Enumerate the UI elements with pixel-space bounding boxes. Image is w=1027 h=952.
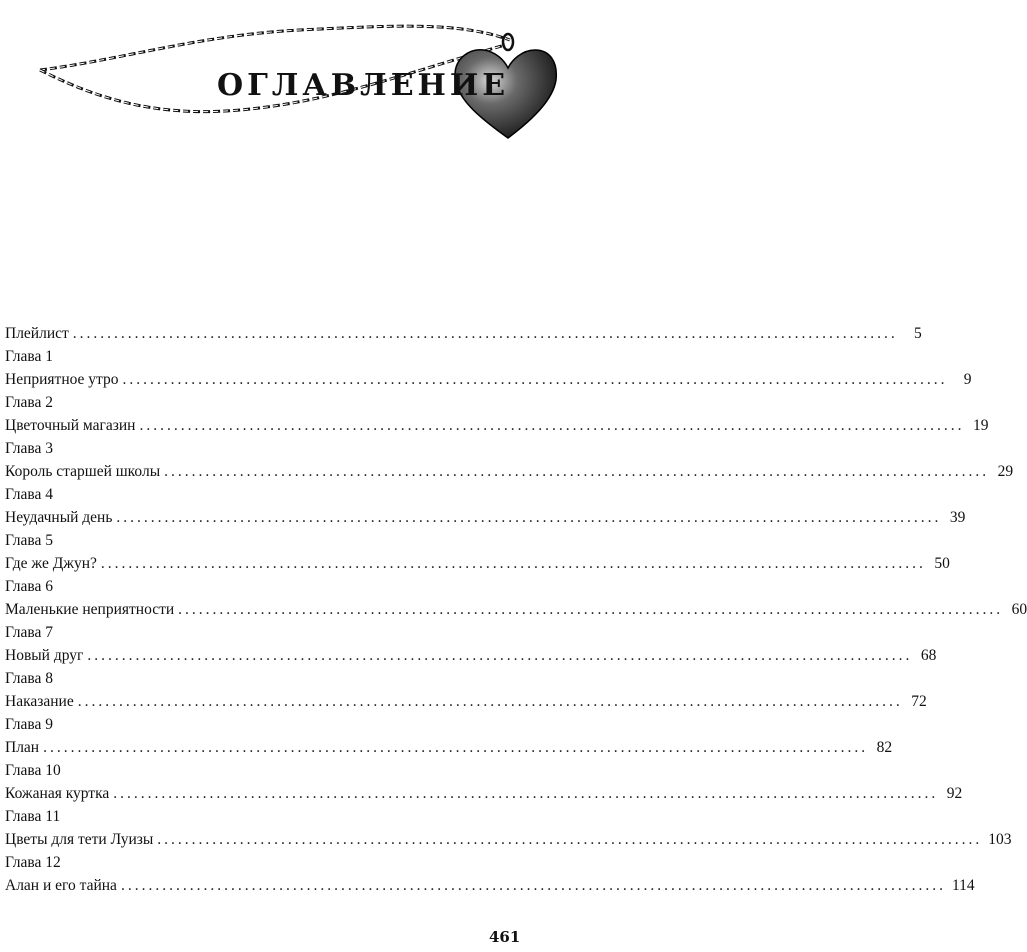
toc-chapter-number: Глава 10 bbox=[5, 762, 61, 779]
toc-title: Цветочный магазин bbox=[5, 417, 136, 434]
toc-chapter-number: Глава 6 bbox=[5, 578, 54, 595]
toc-line bbox=[5, 828, 1012, 851]
toc-entry bbox=[5, 759, 963, 805]
toc-entry bbox=[5, 437, 1014, 483]
toc-line bbox=[5, 460, 1014, 483]
toc-title: Алан и его тайна bbox=[5, 877, 117, 894]
toc-leader-dots: ........................................................................................................................ bbox=[72, 325, 898, 342]
toc-page-number: 114 bbox=[951, 877, 975, 894]
toc-page-number: 68 bbox=[920, 647, 937, 664]
toc-line bbox=[5, 690, 927, 713]
toc-page-number: 82 bbox=[876, 739, 893, 756]
toc-leader-dots: ........................................................................................................................ bbox=[87, 647, 913, 664]
toc-chapter-number: Глава 11 bbox=[5, 808, 61, 825]
toc-title: Цветы для тети Луизы bbox=[5, 831, 154, 848]
toc-chapter-number: Глава 5 bbox=[5, 532, 54, 549]
toc-line bbox=[5, 644, 937, 667]
toc-line bbox=[5, 322, 922, 345]
toc-title: Наказание bbox=[5, 693, 74, 710]
toc-title: План bbox=[5, 739, 40, 756]
toc-title: Маленькие неприятности bbox=[5, 601, 175, 618]
toc-page-number: 29 bbox=[997, 463, 1014, 480]
toc-line bbox=[5, 414, 989, 437]
toc-entry bbox=[5, 483, 966, 529]
toc-entry bbox=[5, 667, 927, 713]
toc-entry bbox=[5, 621, 937, 667]
toc-leader-dots: ........................................................................................................................ bbox=[122, 371, 948, 388]
toc-line bbox=[5, 552, 950, 575]
toc-title: Неприятное утро bbox=[5, 371, 119, 388]
toc-leader-dots: ........................................................................................................................ bbox=[43, 739, 869, 756]
toc-leader-dots: ........................................................................................................................ bbox=[120, 877, 946, 894]
toc-entry bbox=[5, 322, 922, 345]
toc-title: Плейлист bbox=[5, 325, 69, 342]
toc-chapter-number: Глава 3 bbox=[5, 440, 54, 457]
toc-leader-dots: ........................................................................................................................ bbox=[157, 831, 983, 848]
toc-line bbox=[5, 874, 975, 897]
toc-page-number: 60 bbox=[1011, 601, 1027, 618]
toc-line bbox=[5, 736, 893, 759]
toc-entry bbox=[5, 391, 989, 437]
table-of-contents bbox=[5, 322, 1027, 897]
toc-page-number: 92 bbox=[946, 785, 963, 802]
toc-entry bbox=[5, 575, 1027, 621]
toc-title: Где же Джун? bbox=[5, 555, 97, 572]
toc-page-number: 39 bbox=[949, 509, 966, 526]
toc-entry bbox=[5, 345, 972, 391]
toc-leader-dots: ........................................................................................................................ bbox=[116, 509, 942, 526]
toc-entry bbox=[5, 851, 975, 897]
toc-entry bbox=[5, 713, 893, 759]
toc-leader-dots: ........................................................................................................................ bbox=[178, 601, 1004, 618]
toc-chapter-number: Глава 9 bbox=[5, 716, 54, 733]
toc-chapter-number: Глава 12 bbox=[5, 854, 61, 871]
toc-title: Король старшей школы bbox=[5, 463, 161, 480]
toc-title: Неудачный день bbox=[5, 509, 113, 526]
toc-title: Кожаная куртка bbox=[5, 785, 110, 802]
toc-line bbox=[5, 782, 963, 805]
toc-chapter-number: Глава 1 bbox=[5, 348, 54, 365]
toc-page-number: 103 bbox=[988, 831, 1012, 848]
toc-leader-dots: ........................................................................................................................ bbox=[77, 693, 903, 710]
page-number: 461 bbox=[489, 928, 521, 946]
toc-page-number: 5 bbox=[914, 325, 922, 342]
toc-chapter-number: Глава 4 bbox=[5, 486, 54, 503]
toc-line bbox=[5, 368, 972, 391]
toc-page-number: 9 bbox=[963, 371, 972, 388]
toc-chapter-number: Глава 2 bbox=[5, 394, 54, 411]
toc-leader-dots: ........................................................................................................................ bbox=[164, 463, 990, 480]
toc-leader-dots: ........................................................................................................................ bbox=[113, 785, 939, 802]
toc-page-number: 72 bbox=[911, 693, 927, 710]
toc-leader-dots: ........................................................................................................................ bbox=[100, 555, 926, 572]
locket-ring bbox=[503, 34, 513, 50]
toc-entry bbox=[5, 529, 950, 575]
toc-chapter-number: Глава 8 bbox=[5, 670, 54, 687]
toc-chapter-number: Глава 7 bbox=[5, 624, 54, 641]
toc-line bbox=[5, 506, 966, 529]
page-title: ОГЛАВЛЕНИЕ bbox=[217, 68, 510, 103]
header-ornament bbox=[0, 0, 562, 160]
toc-title: Новый друг bbox=[5, 647, 84, 664]
toc-line bbox=[5, 598, 1027, 621]
toc-page-number: 19 bbox=[972, 417, 989, 434]
toc-entry bbox=[5, 805, 1012, 851]
toc-page-number: 50 bbox=[934, 555, 950, 572]
toc-leader-dots: ........................................................................................................................ bbox=[139, 417, 965, 434]
